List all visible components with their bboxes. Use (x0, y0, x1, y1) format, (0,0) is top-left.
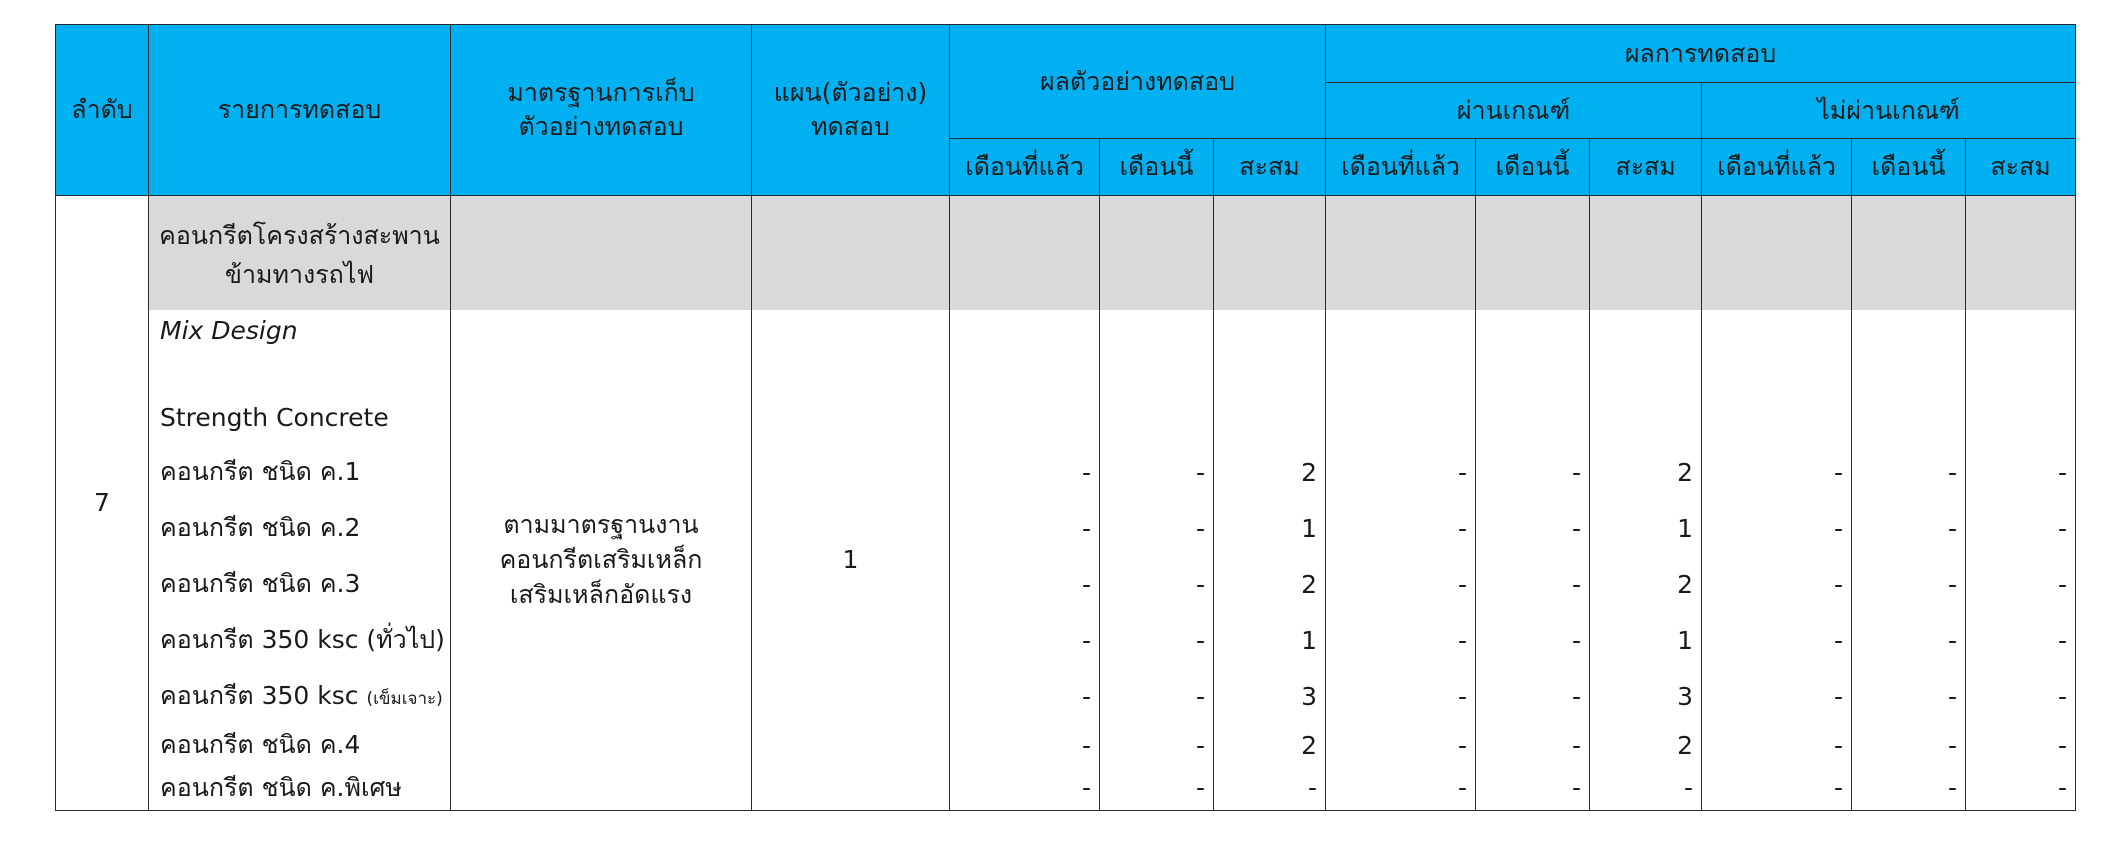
row-value: - (1590, 766, 1702, 810)
row-value: - (1702, 724, 1852, 766)
gray-cell (950, 196, 1100, 311)
row-value: - (1476, 444, 1590, 500)
gray-cell (752, 196, 950, 311)
row-value: - (1476, 766, 1590, 810)
row-value: - (1326, 668, 1476, 724)
gray-cell (1214, 196, 1326, 311)
header-pass-last-month: เดือนที่แล้ว (1326, 139, 1476, 196)
strength-concrete-label: Strength Concrete (149, 390, 451, 444)
row-value: - (1476, 556, 1590, 612)
row-value: - (1476, 668, 1590, 724)
header-fail-this-month: เดือนนี้ (1852, 139, 1966, 196)
row-value: - (950, 668, 1100, 724)
row-value: 2 (1214, 724, 1326, 766)
row-value: - (1326, 766, 1476, 810)
header-samples-this-month: เดือนนี้ (1100, 139, 1214, 196)
row-value: - (1100, 766, 1214, 810)
row-value: - (1100, 612, 1214, 668)
row-value: - (1966, 724, 2076, 766)
row-value: - (1966, 500, 2076, 556)
row-value: 2 (1214, 556, 1326, 612)
row-note: (เข็มเจาะ) (366, 689, 443, 709)
row-value: - (1702, 500, 1852, 556)
row-name: คอนกรีต 350 ksc (เข็มเจาะ) (149, 668, 451, 724)
table-body (56, 196, 2076, 811)
row-value: - (1702, 556, 1852, 612)
section-seq: 7 (56, 196, 149, 811)
row-name: คอนกรีต ชนิด ค.2 (149, 500, 451, 556)
gray-cell (451, 196, 752, 311)
table-row (56, 500, 2076, 556)
row-value: 2 (1214, 444, 1326, 500)
row-value: - (1852, 766, 1966, 810)
table-header (56, 25, 2076, 196)
row-value: 3 (1214, 668, 1326, 724)
row-value: - (1852, 500, 1966, 556)
row-value: - (1966, 556, 2076, 612)
header-samples-cumulative: สะสม (1214, 139, 1326, 196)
row-value: - (1326, 612, 1476, 668)
row-name: คอนกรีต 350 ksc (ทั่วไป) (149, 612, 451, 668)
row-value: - (1966, 612, 2076, 668)
row-value: - (1852, 444, 1966, 500)
gray-cell (1852, 196, 1966, 311)
header-item: รายการทดสอบ (149, 25, 451, 196)
test-results-table (55, 24, 2076, 811)
header-samples-last-month: เดือนที่แล้ว (950, 139, 1100, 196)
standard-cell: ตามมาตรฐานงาน คอนกรีตเสริมเหล็ก เสริมเหล็กอัดแรง (451, 310, 752, 810)
row-value: - (1702, 668, 1852, 724)
row-value: - (1702, 444, 1852, 500)
gray-cell (1966, 196, 2076, 311)
row-value: 1 (1590, 500, 1702, 556)
header-fail: ไม่ผ่านเกณฑ์ (1702, 83, 2076, 139)
row-value: - (1476, 500, 1590, 556)
table-row (56, 612, 2076, 668)
header-seq: ลำดับ (56, 25, 149, 196)
row-value: - (1966, 766, 2076, 810)
row-value: - (1966, 444, 2076, 500)
row-value: 1 (1214, 612, 1326, 668)
gray-cell (1100, 196, 1214, 311)
row-value: 2 (1590, 556, 1702, 612)
header-fail-last-month: เดือนที่แล้ว (1702, 139, 1852, 196)
row-value: - (1100, 444, 1214, 500)
row-value: 1 (1590, 612, 1702, 668)
header-samples: ผลตัวอย่างทดสอบ (950, 25, 1326, 139)
header-standard: มาตรฐานการเก็บ ตัวอย่างทดสอบ (451, 25, 752, 196)
row-value: - (1100, 556, 1214, 612)
row-value: 3 (1590, 668, 1702, 724)
row-value: - (950, 766, 1100, 810)
row-value: - (1214, 766, 1326, 810)
row-name: คอนกรีต ชนิด ค.3 (149, 556, 451, 612)
table-row (56, 724, 2076, 766)
gray-cell (1326, 196, 1476, 311)
row-value: - (1852, 668, 1966, 724)
row-value: - (1100, 500, 1214, 556)
row-value: 1 (1214, 500, 1326, 556)
header-pass: ผ่านเกณฑ์ (1326, 83, 1702, 139)
table-row (56, 766, 2076, 810)
row-value: - (1852, 556, 1966, 612)
row-value: - (1702, 766, 1852, 810)
table-row (56, 444, 2076, 500)
header-plan: แผน(ตัวอย่าง) ทดสอบ (752, 25, 950, 196)
row-name: คอนกรีต ชนิด ค.4 (149, 724, 451, 766)
row-value: - (950, 724, 1100, 766)
row-value: - (1100, 724, 1214, 766)
row-value: - (1476, 612, 1590, 668)
row-value: 2 (1590, 724, 1702, 766)
row-value: - (950, 612, 1100, 668)
header-fail-cumulative: สะสม (1966, 139, 2076, 196)
row-value: - (1852, 724, 1966, 766)
header-pass-cumulative: สะสม (1590, 139, 1702, 196)
plan-cell: 1 (752, 310, 950, 810)
gray-cell (1702, 196, 1852, 311)
row-value: - (950, 444, 1100, 500)
row-name: คอนกรีต ชนิด ค.1 (149, 444, 451, 500)
row-name: คอนกรีต ชนิด ค.พิเศษ (149, 766, 451, 810)
row-value: - (1476, 724, 1590, 766)
row-value: - (1100, 668, 1214, 724)
header-results: ผลการทดสอบ (1326, 25, 2076, 83)
section-title: คอนกรีตโครงสร้างสะพาน ข้ามทางรถไฟ (149, 196, 451, 311)
row-value: - (1326, 724, 1476, 766)
gray-cell (1476, 196, 1590, 311)
row-value: 2 (1590, 444, 1702, 500)
header-pass-this-month: เดือนนี้ (1476, 139, 1590, 196)
row-value: - (950, 500, 1100, 556)
table-row (56, 556, 2076, 612)
gray-cell (1590, 196, 1702, 311)
row-value: - (1326, 556, 1476, 612)
row-value: - (1326, 444, 1476, 500)
row-value: - (1966, 668, 2076, 724)
row-value: - (950, 556, 1100, 612)
mix-design-label: Mix Design (149, 310, 451, 360)
table-row (56, 668, 2076, 724)
row-value: - (1326, 500, 1476, 556)
row-value: - (1702, 612, 1852, 668)
row-value: - (1852, 612, 1966, 668)
